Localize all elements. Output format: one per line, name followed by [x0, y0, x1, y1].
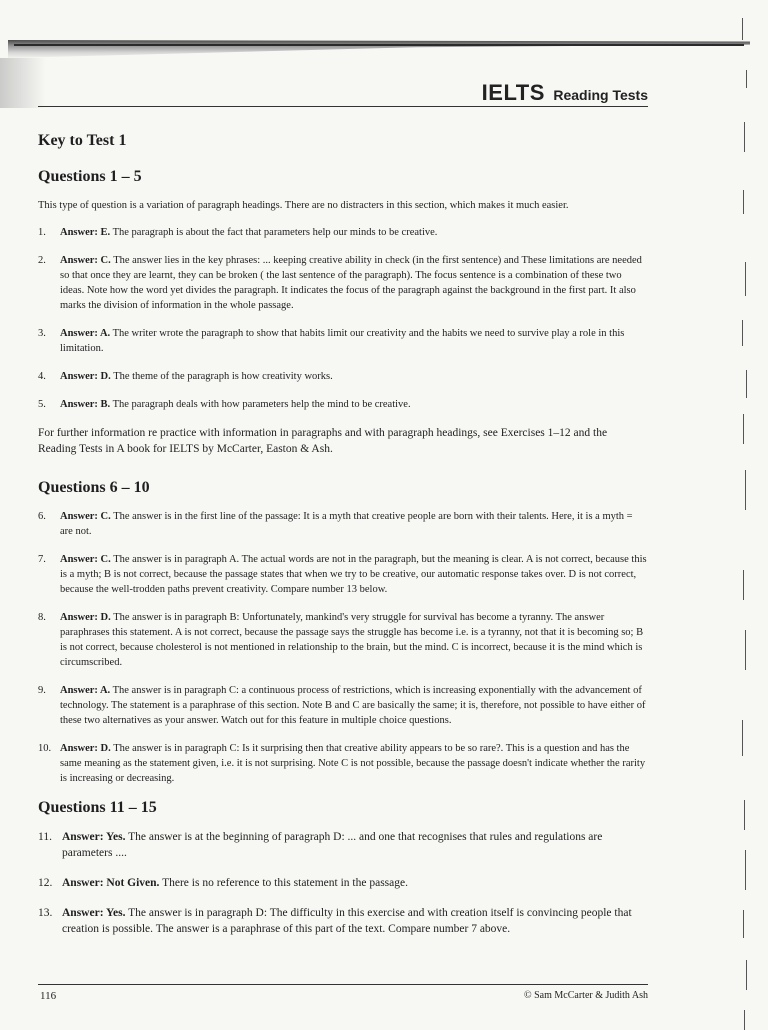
section-heading: Questions 1 – 5: [38, 168, 142, 185]
answer-number: 4.: [38, 371, 46, 382]
answer-item: [38, 610, 648, 670]
answer-text: The answer is in paragraph A. The actual words are not in the paragraph, but the meaning is clear. A is not correct, because this is a myth; B is not correct, because the passage states that when we try to be creative, our automatic response takes over. D is not correct, because the well-trodden paths prevent creativity. Compare number 13 below.: [60, 554, 647, 595]
answer-number: 7.: [38, 554, 46, 565]
answer-label: Answer: D.: [60, 371, 111, 382]
answer-label: Answer: C.: [60, 255, 111, 266]
answer-item: [38, 253, 648, 313]
running-header: [482, 80, 648, 106]
answer-number: 13.: [38, 907, 53, 919]
answer-number: 6.: [38, 511, 46, 522]
answer-label: Answer: C.: [60, 554, 111, 565]
page-title: Key to Test 1: [38, 132, 127, 149]
answer-item: [38, 741, 648, 786]
answer-label: Answer: C.: [60, 511, 111, 522]
answer-number: 10.: [38, 743, 52, 754]
scan-top-line: [14, 44, 744, 46]
page-edge-marks: [736, 10, 752, 1024]
answer-number: 9.: [38, 685, 46, 696]
scan-left-shadow: [0, 58, 46, 108]
header-rule: [38, 106, 648, 107]
answer-label: Answer: Yes.: [62, 907, 126, 919]
page-number: 116: [40, 990, 57, 1002]
answer-item: [38, 905, 648, 937]
answer-item: [38, 829, 648, 861]
section-questions-11-15: [38, 799, 648, 937]
answer-text: The answer is in paragraph B: Unfortunately, mankind's very struggle for survival has become a tyranny. The answer paraphrases this statement. A is not correct, because the passage says the struggle has become i.e. is a tyranny, not that it is becoming so; B is not correct, because cholesterol is not mentioned in relationship to the brain, but the mind. C is incorrect, because it is the mind which is circumscribed.: [60, 612, 644, 668]
section-questions-1-5: [38, 168, 648, 457]
answer-list: [38, 225, 648, 412]
answer-number: 1.: [38, 227, 46, 238]
answer-text: The paragraph deals with how parameters help the mind to be creative.: [112, 399, 411, 410]
answer-text: The writer wrote the paragraph to show that habits limit our creativity and the habits we need to survive play a role in this limitation.: [60, 328, 625, 354]
answer-label: Answer: D.: [60, 743, 111, 754]
answer-text: There is no reference to this statement in the passage.: [162, 877, 408, 889]
answer-text: The answer is in paragraph C: Is it surprising then that creative ability appears to be so rare?. This is a question and has the same meaning as the statement given, i.e. it is not surprising. Note C is not possible, because the passage doesn't indicate whether the rarity is increasing or decreasing.: [60, 743, 646, 784]
answer-item: [38, 326, 648, 356]
answer-list: [38, 829, 648, 937]
page-content: [38, 132, 648, 951]
answer-label: Answer: E.: [60, 227, 111, 238]
answer-text: The answer lies in the key phrases: ... keeping creative ability in check (in the first sentence) and These limitations are needed so that once they are learnt, they can be broken ( the last sentence of the paragraph). The focus sentence is a combination of these two ideas. Note how the word yet divides the paragraph. It indicates the focus of the paragraph against the background in the first part. It also marks the division of information in the whole passage.: [60, 255, 642, 311]
answer-number: 12.: [38, 877, 53, 889]
answer-text: The answer is in paragraph D: The difficulty in this exercise and with creation itself is convincing people that creation is possible. The answer is a paraphrase of this part of the text. Compare number 7 above.: [62, 907, 632, 935]
header-subtitle: Reading Tests: [553, 87, 648, 103]
answer-number: 11.: [38, 831, 52, 843]
answer-label: Answer: Not Given.: [62, 877, 160, 889]
answer-text: The answer is in paragraph C: a continuous process of restrictions, which is increasing exponentially with the advancement of technology. The statement is a paraphrase of this section. Note B and C are basically the same; it is, therefore, not possible to have either of these two alternatives as your answer. Watch out for this feature in multiple choice questions.: [60, 685, 646, 726]
answer-label: Answer: Yes.: [62, 831, 126, 843]
copyright-notice: © Sam McCarter & Judith Ash: [524, 990, 648, 1001]
answer-item: [38, 683, 648, 728]
answer-label: Answer: A.: [60, 685, 111, 696]
scan-shadow-bar: [8, 40, 750, 58]
answer-number: 3.: [38, 328, 46, 339]
answer-number: 8.: [38, 612, 46, 623]
section-intro: This type of question is a variation of paragraph headings. There are no distracters in this section, which makes it much easier.: [38, 200, 569, 211]
answer-text: The theme of the paragraph is how creativity works.: [113, 371, 333, 382]
section-heading: Questions 6 – 10: [38, 479, 150, 496]
header-brand: IELTS: [481, 80, 545, 105]
answer-item: [38, 875, 648, 891]
answer-number: 5.: [38, 399, 46, 410]
answer-label: Answer: D.: [60, 612, 111, 623]
answer-text: The answer is in the first line of the passage: It is a myth that creative people are born with their talents. Here, it is a myth = are not.: [60, 511, 633, 537]
answer-list: [38, 509, 648, 786]
answer-item: [38, 509, 648, 539]
further-info: For further information re practice with information in paragraphs and with paragraph headings, see Exercises 1–12 and the Reading Tests in A book for IELTS by McCarter, Easton & Ash.: [38, 427, 608, 455]
answer-label: Answer: A.: [60, 328, 111, 339]
answer-text: The paragraph is about the fact that parameters help our minds to be creative.: [112, 227, 438, 238]
answer-item: [38, 369, 648, 384]
answer-label: Answer: B.: [60, 399, 111, 410]
answer-item: [38, 397, 648, 412]
section-heading: Questions 11 – 15: [38, 799, 157, 816]
answer-text: The answer is at the beginning of paragraph D: ... and one that recognises that rules and regulations are parameters ....: [62, 831, 603, 859]
answer-number: 2.: [38, 255, 46, 266]
footer-rule: [38, 984, 648, 985]
answer-item: [38, 225, 648, 240]
answer-item: [38, 552, 648, 597]
section-questions-6-10: [38, 479, 648, 786]
